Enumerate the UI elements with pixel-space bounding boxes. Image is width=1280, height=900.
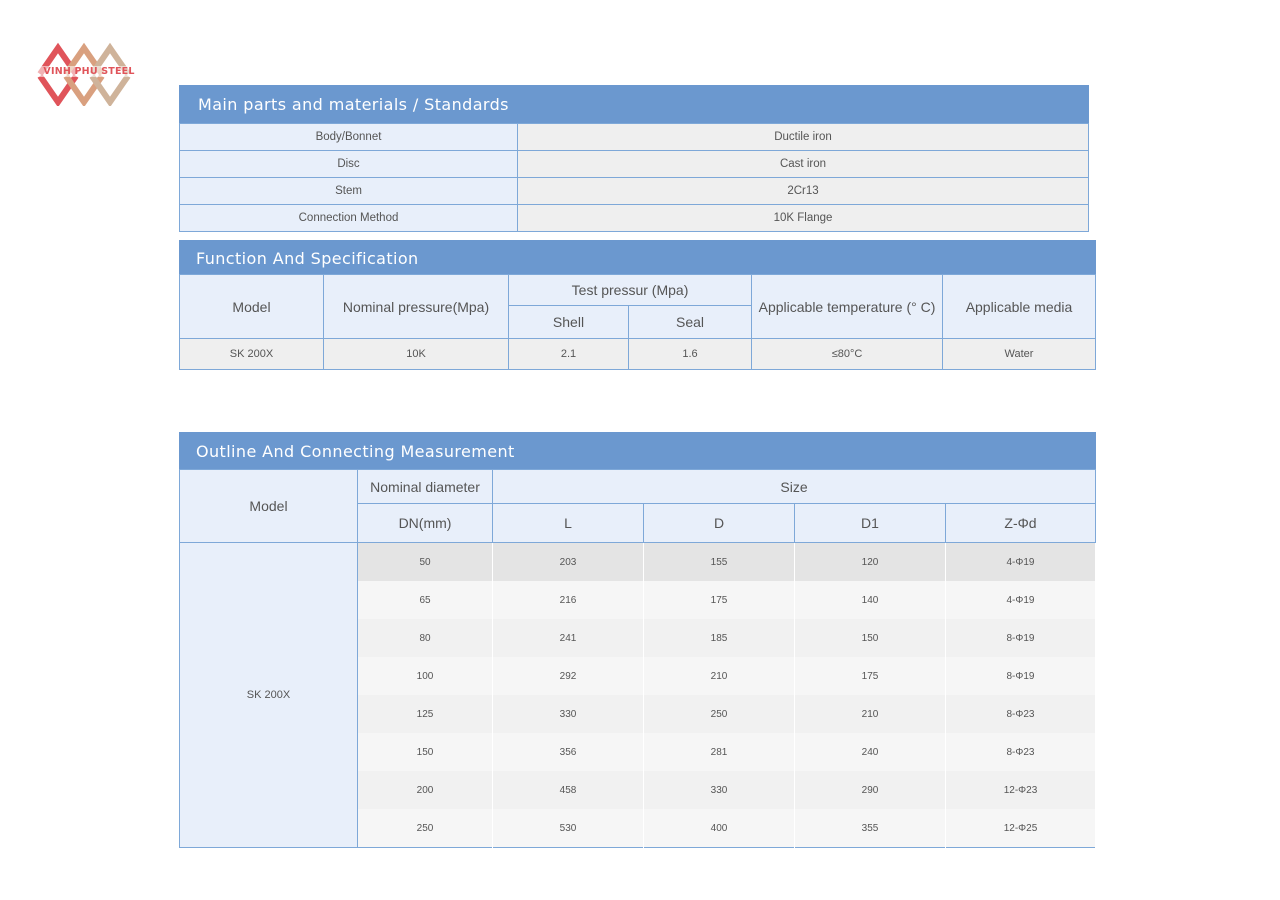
cell-zd: 8-Φ19 xyxy=(946,619,1096,657)
header-temperature: Applicable temperature (° C) xyxy=(752,275,943,339)
header-media: Applicable media xyxy=(943,275,1096,339)
header-model: Model xyxy=(180,470,358,543)
company-logo xyxy=(36,40,142,106)
cell-d: 400 xyxy=(644,809,795,848)
cell-d1: 140 xyxy=(795,581,946,619)
logo-text: VINH PHU STEEL xyxy=(36,66,142,77)
table-row xyxy=(180,205,1089,232)
cell-d1: 120 xyxy=(795,543,946,582)
cell-d: 210 xyxy=(644,657,795,695)
cell-temperature: ≤80°C xyxy=(752,339,943,370)
cell-zd: 4-Φ19 xyxy=(946,543,1096,582)
cell-dn: 150 xyxy=(358,733,493,771)
cell-d1: 355 xyxy=(795,809,946,848)
header-dn: DN(mm) xyxy=(358,504,493,543)
cell-seal: 1.6 xyxy=(629,339,752,370)
cell-l: 241 xyxy=(493,619,644,657)
header-test-pressure: Test pressur (Mpa) xyxy=(509,275,752,306)
cell-zd: 8-Φ23 xyxy=(946,695,1096,733)
cell-d: 281 xyxy=(644,733,795,771)
header-nominal-pressure: Nominal pressure(Mpa) xyxy=(324,275,509,339)
cell-dn: 200 xyxy=(358,771,493,809)
cell-d1: 240 xyxy=(795,733,946,771)
cell-shell: 2.1 xyxy=(509,339,629,370)
cell-dn: 65 xyxy=(358,581,493,619)
table-row xyxy=(180,543,1096,582)
cell-zd: 8-Φ23 xyxy=(946,733,1096,771)
cell-zd: 12-Φ25 xyxy=(946,809,1096,848)
header-l: L xyxy=(493,504,644,543)
function-section xyxy=(179,240,1096,370)
outline-table xyxy=(179,469,1096,848)
cell-d1: 150 xyxy=(795,619,946,657)
cell-dn: 50 xyxy=(358,543,493,582)
table-row xyxy=(180,124,1089,151)
header-model: Model xyxy=(180,275,324,339)
function-table xyxy=(179,274,1096,370)
header-seal: Seal xyxy=(629,306,752,339)
materials-table xyxy=(179,123,1089,232)
materials-title: Main parts and materials / Standards xyxy=(179,85,1089,123)
outline-title: Outline And Connecting Measurement xyxy=(179,432,1096,469)
cell-zd: 8-Φ19 xyxy=(946,657,1096,695)
cell-d1: 210 xyxy=(795,695,946,733)
material-part-label: Stem xyxy=(180,178,518,205)
cell-d1: 290 xyxy=(795,771,946,809)
materials-section xyxy=(179,85,1089,232)
header-zd: Z-Φd xyxy=(946,504,1096,543)
header-nominal-diameter: Nominal diameter xyxy=(358,470,493,504)
cell-dn: 100 xyxy=(358,657,493,695)
cell-l: 530 xyxy=(493,809,644,848)
cell-d: 175 xyxy=(644,581,795,619)
cell-d: 250 xyxy=(644,695,795,733)
cell-l: 356 xyxy=(493,733,644,771)
cell-zd: 4-Φ19 xyxy=(946,581,1096,619)
material-value: Ductile iron xyxy=(518,124,1089,151)
header-d1: D1 xyxy=(795,504,946,543)
material-value: Cast iron xyxy=(518,151,1089,178)
cell-d: 330 xyxy=(644,771,795,809)
function-title: Function And Specification xyxy=(179,240,1096,274)
cell-l: 203 xyxy=(493,543,644,582)
header-d: D xyxy=(644,504,795,543)
outline-section xyxy=(179,432,1096,848)
cell-dn: 250 xyxy=(358,809,493,848)
material-part-label: Disc xyxy=(180,151,518,178)
material-value: 2Cr13 xyxy=(518,178,1089,205)
table-row xyxy=(180,178,1089,205)
cell-dn: 80 xyxy=(358,619,493,657)
cell-l: 458 xyxy=(493,771,644,809)
cell-d1: 175 xyxy=(795,657,946,695)
cell-model: SK 200X xyxy=(180,339,324,370)
cell-l: 292 xyxy=(493,657,644,695)
material-part-label: Connection Method xyxy=(180,205,518,232)
cell-zd: 12-Φ23 xyxy=(946,771,1096,809)
cell-l: 330 xyxy=(493,695,644,733)
table-row xyxy=(180,151,1089,178)
cell-dn: 125 xyxy=(358,695,493,733)
cell-d: 185 xyxy=(644,619,795,657)
cell-model: SK 200X xyxy=(180,543,358,848)
cell-l: 216 xyxy=(493,581,644,619)
header-shell: Shell xyxy=(509,306,629,339)
cell-nominal-pressure: 10K xyxy=(324,339,509,370)
table-row xyxy=(180,339,1096,370)
header-size: Size xyxy=(493,470,1096,504)
cell-media: Water xyxy=(943,339,1096,370)
material-part-label: Body/Bonnet xyxy=(180,124,518,151)
cell-d: 155 xyxy=(644,543,795,582)
material-value: 10K Flange xyxy=(518,205,1089,232)
